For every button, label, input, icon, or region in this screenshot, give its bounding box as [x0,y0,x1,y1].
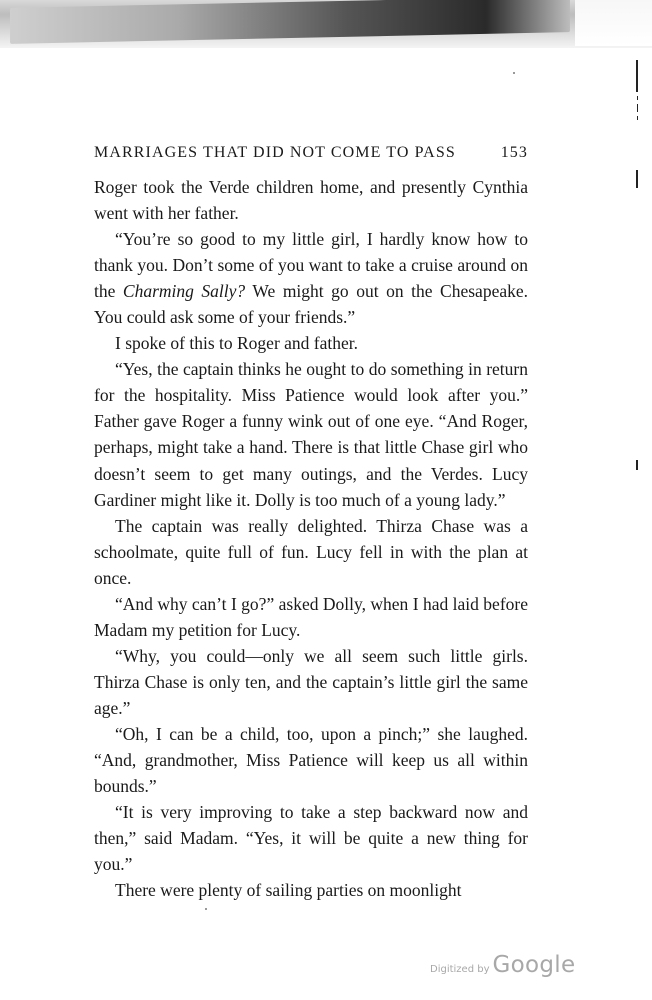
paragraph: The captain was really delighted. Thirza Chase was a schoolmate, quite full of fun. Lucy fell in with the plan at once. [94,515,528,588]
paragraph: Roger took the Verde children home, and presently Cynthia went with her father. [94,177,528,224]
scan-speck [513,72,515,74]
margin-mark [636,170,638,188]
paragraph: “Why, you could—only we all seem such little girls. Thirza Chase is only ten, and the captain’s little girl the same age.” [94,645,528,718]
margin-mark [636,60,638,92]
paragraph: “And why can’t I go?” asked Dolly, when I had laid before Madam my petition for Lucy. [94,593,528,640]
paragraph: “Oh, I can be a child, too, upon a pinch;” she laughed. “And, grandmother, Miss Patience will keep us all within bounds.” [94,723,528,797]
paragraph: “It is very improving to take a step backward now and then,” said Madam. “Yes, it will be quite a new thing for you.” [94,802,528,875]
scan-top-edge [0,0,652,48]
running-header [94,144,528,162]
scan-speck [205,908,207,910]
paragraph: There were plenty of sailing parties on moonlight [115,880,462,901]
paragraph: “Yes, the captain thinks he ought to do something in return for the hospitality. Miss Patience would look after you.” Father gave Roger a funny wink out of one eye. “And Roger, perhaps, might take a hand. There is that little Chase girl who doesn’t seem to get many outings, and the Verdes. Lucy Gardiner might like it. Dolly is too much of a young lady.” [94,359,528,510]
watermark-brand: Google [492,952,576,978]
running-title: MARRIAGES THAT DID NOT COME TO PASS [94,144,456,161]
margin-mark [637,116,638,120]
scan-bright-corner [575,0,652,46]
paragraph: I spoke of this to Roger and father. [115,333,359,354]
ship-name: Charming Sally? [122,281,246,302]
digitized-watermark [430,952,575,978]
page-body [94,174,528,903]
scan-dark-band [10,0,570,44]
page-number: 153 [500,144,528,161]
margin-mark [636,460,638,470]
paragraph: “You’re so good to my little girl, I hardly know how to thank you. Don’t some of you want to take a cruise around on the Charming Sally? We might go out on the Chesapeake. You could ask some of your friends.” [94,229,528,328]
margin-mark [637,96,638,100]
watermark-prefix: Digitized by [430,964,490,975]
margin-mark [637,104,638,112]
